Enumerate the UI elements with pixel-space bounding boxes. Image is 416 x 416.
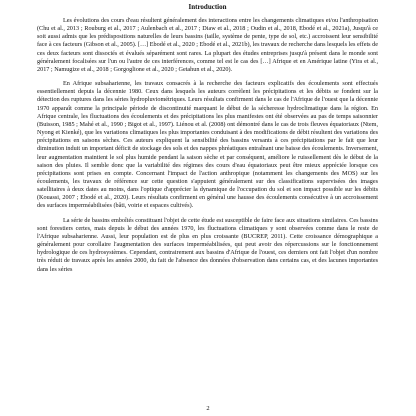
paragraph-study-basins: La série de bassins emboîtés constituant l'objet de cette étude est susceptible de faire face aux situations similaires. Ces bassins sont forestiers certes, mais depuis le début des années 1970, les fluctuations climatiques y sont observées comme dans le reste de l'Afrique subsaharienne. Aussi, leur population est de plus en plus croissante (BUCREP, 2011). Cette croissance démographique a généralement pour corollaire l'augmentation des surfaces imperméabilisées, qui peut avoir des répercussions sur le fonctionnement hydrologique de ces hydrosystèmes. Cependant, contrairement aux bassins d'Afrique de l'ouest, ces derniers ont fait l'objet d'un nombre très réduit de travaux après les années 2000, du fait de l'absence des données d'observation dans certains cas, et des lacunes importantes dans les séries xyxy=(37,216,378,273)
section-heading: Introduction xyxy=(188,3,227,11)
paragraph-intro-context: Les évolutions des cours d'eau résultent généralement des interactions entre les changements climatiques et/ou l'anthropisation (Chu et al., 2013 ; Rouburg et al., 2017 ; Aulenbach et al., 2017 ; Diaw et al., 2018 ; Oudin et al., 2018, Ebodé et al., 2021a), Jusqu'à ce soit aussi admis que les prédispositions naturelles de leurs bassins (taille, système de pente, type de sol, etc.) accroissent leur sensibilité face à ces facteurs (Gibson et al., 2005). […] Ebodé et al., 2020 ; Ebodé et al., 2021b), les travaux de recherche dans lesquels les effets de ces deux facteurs sont dissociés et évalués séparément sont rares. La plupart des études entreprises jusqu'à présent dans le monde sont généralement focalisées sur l'un ou l'autre de ces interférences, comme tel est le cas des […] Afrique et en Amérique latine (Yira et al., 2017 ; Namugize et al., 2018 ; Gorgoglione et al., 2020 ; Getahun et al., 2020). xyxy=(37,17,378,73)
paragraph-subsaharan-africa: En Afrique subsaharienne, les travaux consacrés à la recherche des facteurs explicatifs des écoulements sont effectués essentiellement depuis la décennie 1980. Ceux dans lesquels les auteurs corrèlent les précipitations et les débits se fondent sur la détection des ruptures dans les séries hydropluviométriques. Leurs résultats confirment dans le cas de l'Afrique de l'ouest que la décennie 1970 apparaît comme la principale période de discontinuité marquant le début de la sécheresse hydroclimatique dans la région. En Afrique centrale, les fluctuations des écoulements et des précipitations les plus manifestes ont été observées au pas de temps saisonnier (Buisson, 1985 ; Mahé et al., 1990 ; Bigot et al., 1997). Liénou et al. (2008) ont démontré dans le cas de trois fleuves équatoriaux (Ntem, Nyong et Kienké), que les variations climatiques les plus importantes conduisant à des modifications de débit résultent des variations des précipitations en saisons sèches. Ces auteurs expliquent la sensibilité des bassins versants à ces précipitations par le fait que leur diminution induit un important déficit de stockage des sols et des nappes phréatiques entraînant une baisse des écoulements. Inversement, leur augmentation maintient le sol plus humide pendant la saison sèche et par conséquent, améliore le ruissellement dès le début de la saison des pluies. Il semble donc que la variabilité des régimes des cours d'eau équatoriaux peut être mieux appréciée lorsque ces précipitations sont prises en compte. Concernant l'impact de l'action anthropique (notamment les changements des MOS) sur les écoulements, les travaux de référence sur cette question s'appuient généralement sur des classifications supervisées des images satellitaires à deux dates au moins, dans l'optique d'apprécier la dynamique de l'occupation du sol et son impact possible sur les débits (Kouassi, 2007 ; Ebodé et al., 2020). Leurs résultats confirment en général une hausse des écoulements consécutive à un accroissement des surfaces imperméabilisées (bâti, voirie et espaces cultivés). xyxy=(37,80,378,210)
page-number: 2 xyxy=(206,405,210,412)
